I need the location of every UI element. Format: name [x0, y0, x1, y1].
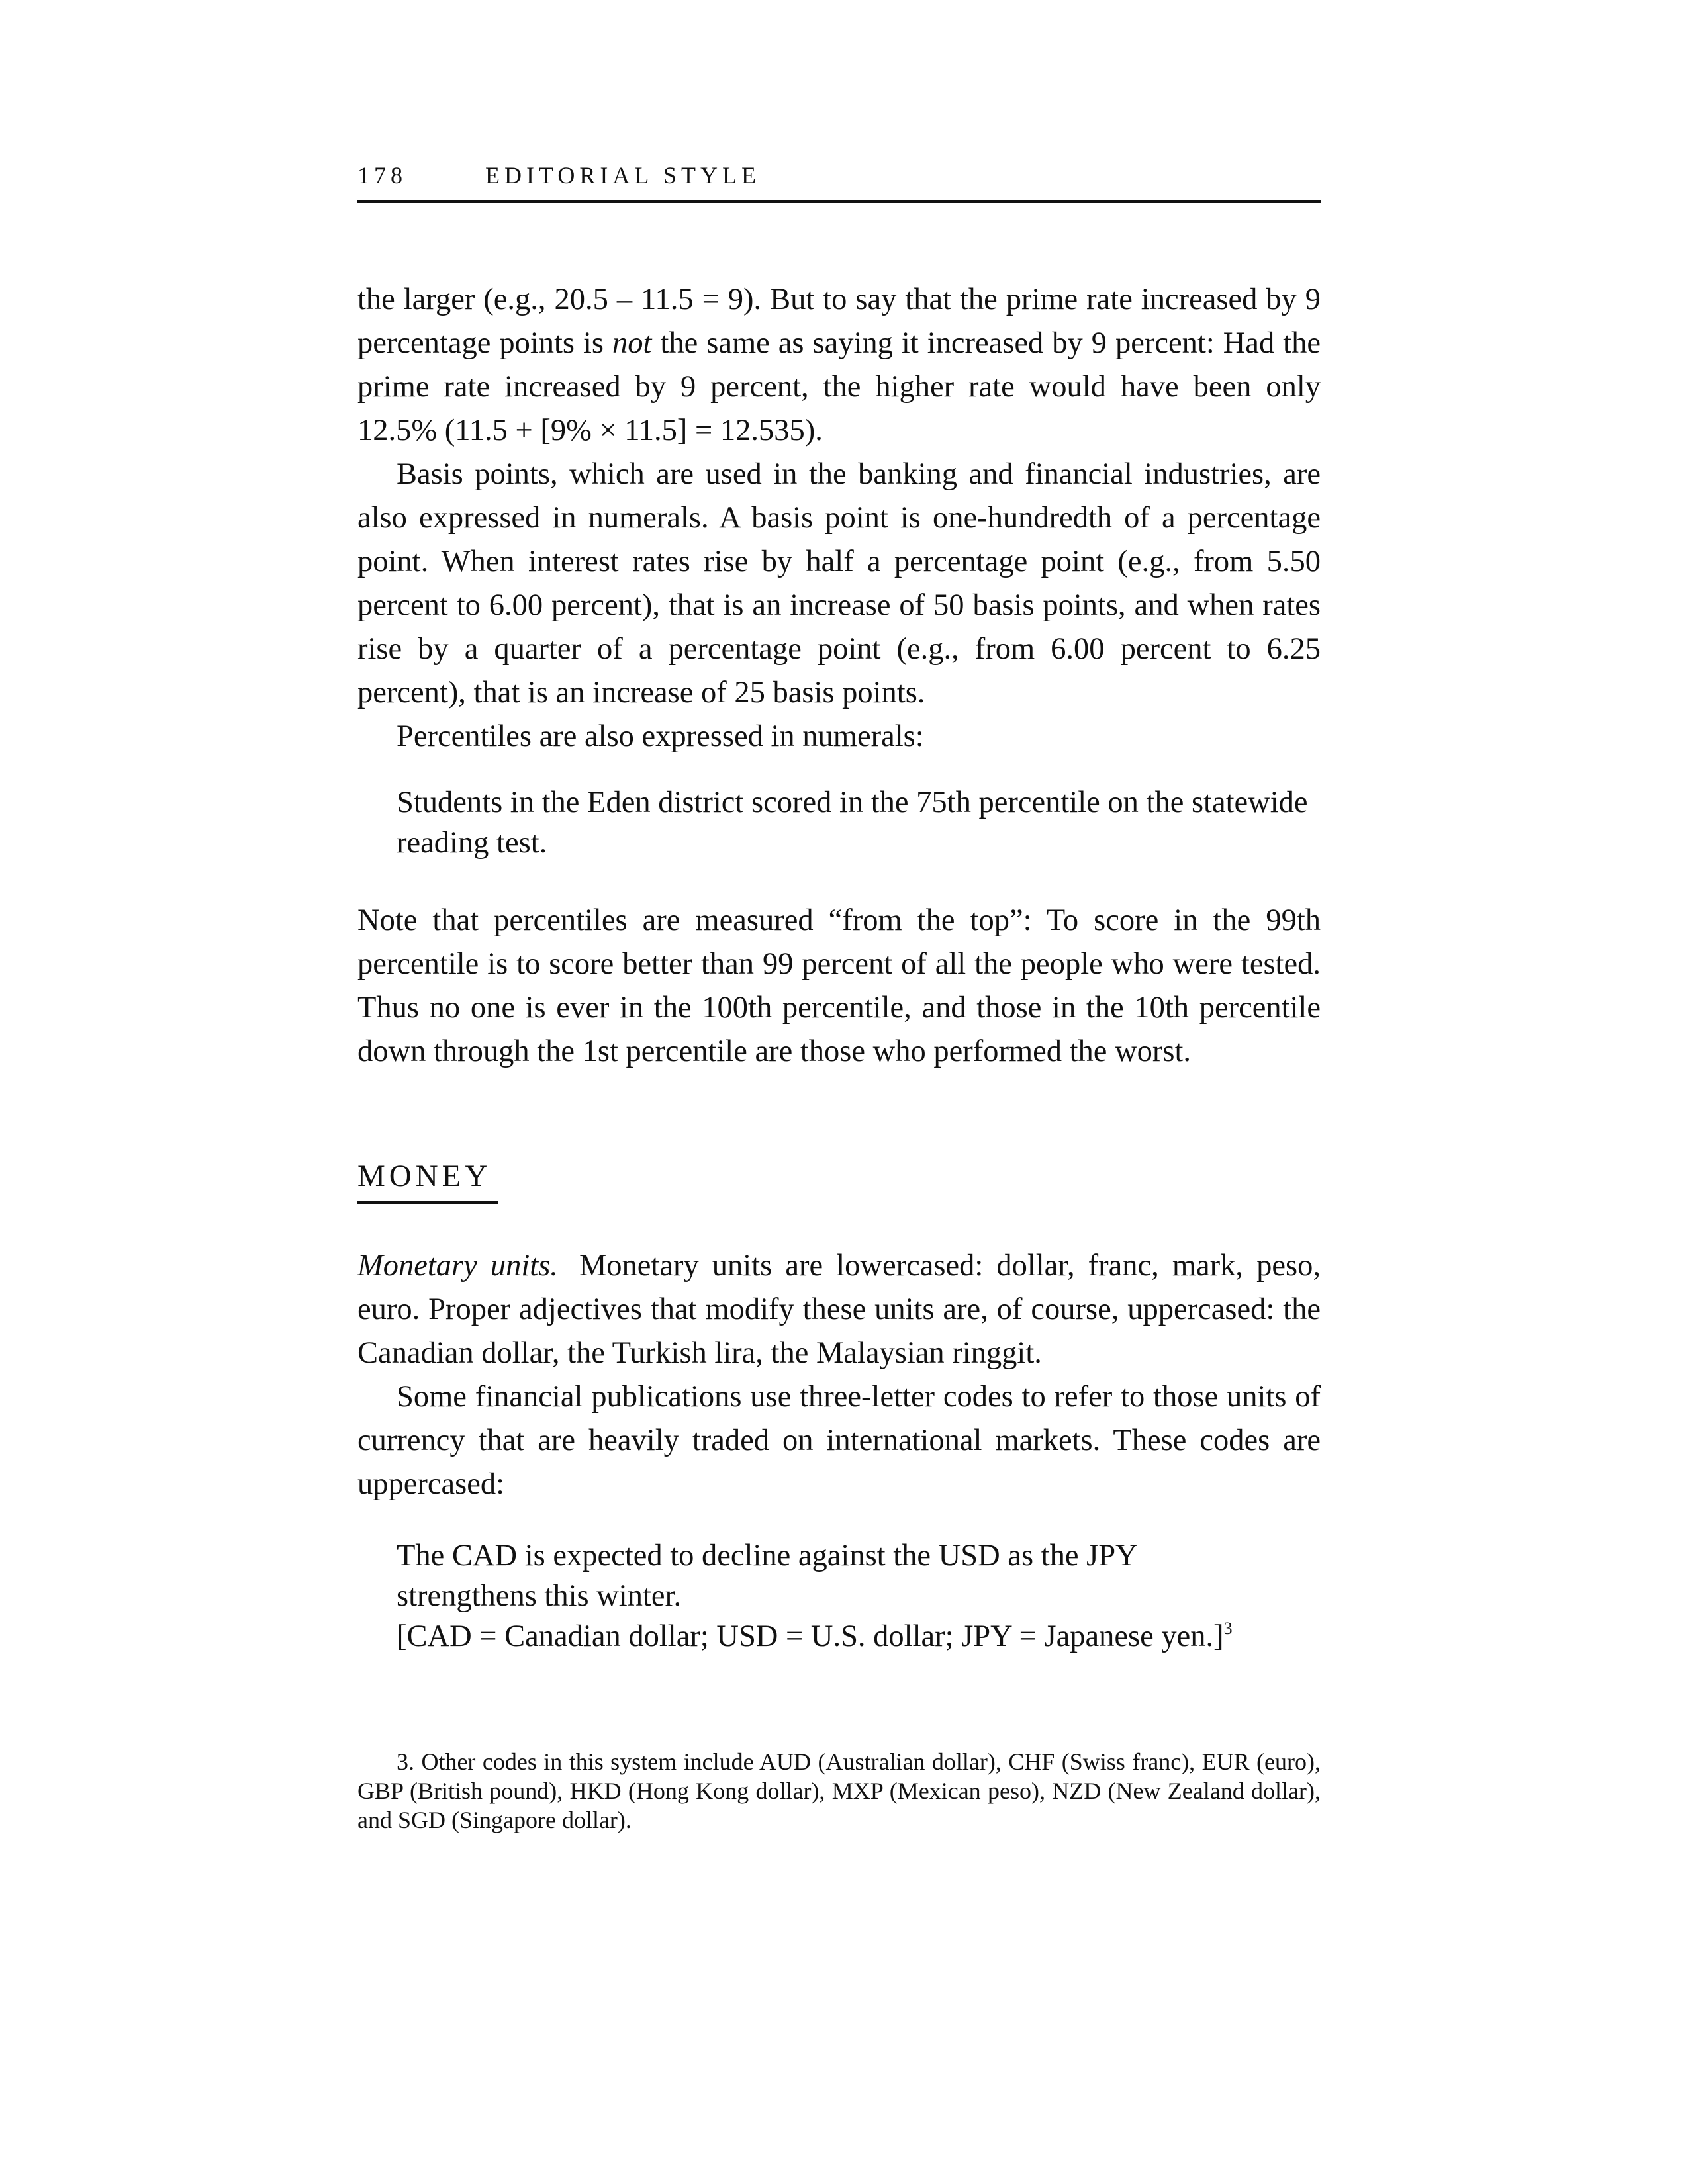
run-in-head: Monetary units. — [357, 1249, 558, 1283]
body-block-1 — [357, 278, 1321, 758]
paragraph-currency-codes: Some financial publications use three-letter codes to refer to those units of currency that are heavily traded on international markets. These codes are uppercased: — [357, 1380, 1321, 1501]
paragraph-prime-rate: the larger (e.g., 20.5 – 11.5 = 9). But to say that the prime rate increased by 9 percentage points is not the same as saying it increased by 9 percent: Had the prime rate increased by 9 percent, the higher rate would have been only 12.5% (11.5 + [9% × 11.5] = 12.535). — [357, 283, 1321, 447]
page-number: 178 — [357, 162, 407, 189]
footnote-number: 3. — [397, 1749, 414, 1775]
paragraph-percentile-note: Note that percentiles are measured “from the top”: To score in the 99th percentile is to score better than 99 percent of all the people who were tested. Thus no one is ever in the 100th percentile, and those in the 10th percentile down through the 1st percentile are those who performed the worst. — [357, 903, 1321, 1068]
example-percentile: Students in the Eden district scored in the 75th percentile on the statewide reading test. — [397, 786, 1308, 860]
header-rule — [357, 200, 1321, 203]
running-head-title: EDITORIAL STYLE — [485, 162, 761, 189]
body-block-money — [357, 1244, 1321, 1506]
paragraph-percentiles-intro: Percentiles are also expressed in numerals: — [397, 719, 924, 753]
paragraph-monetary-units: Monetary units. Monetary units are lowercased: dollar, franc, mark, peso, euro. Proper adjectives that modify these units are, of course, uppercased: the Canadian dollar, the Turkish lira, the Malaysian ringgit. — [357, 1249, 1321, 1370]
paragraph-basis-points: Basis points, which are used in the banking and financial industries, are also expressed in numerals. A basis point is one-hundredth of a percentage point. When interest rates rise by half a percentage point (e.g., from 5.50 percent to 6.00 percent), that is an increase of 50 basis points, and when rates rise by a quarter of a percentage point (e.g., from 6.00 percent to 6.25 percent), that is an increase of 25 basis points. — [357, 457, 1321, 709]
running-head — [357, 159, 1321, 203]
section-heading-rule — [357, 1201, 498, 1204]
emphasis-not: not — [612, 326, 652, 360]
footnote-reference[interactable]: 3 — [1223, 1619, 1233, 1638]
section-heading-money: MONEY — [357, 1159, 492, 1193]
example-currency-codes: The CAD is expected to decline against the USD as the JPY strengthens this winter. [CAD = Canadian dollar; USD = U.S. dollar; JPY = Japanese yen.]$^3$ — [397, 1539, 1233, 1653]
footnote-3: 3. Other codes in this system include AUD (Australian dollar), CHF (Swiss franc), EUR (euro), GBP (British pound), HKD (Hong Kong dollar), MXP (Mexican peso), NZD (New Zealand dollar), and SGD (Singapore dollar). — [357, 1749, 1321, 1833]
